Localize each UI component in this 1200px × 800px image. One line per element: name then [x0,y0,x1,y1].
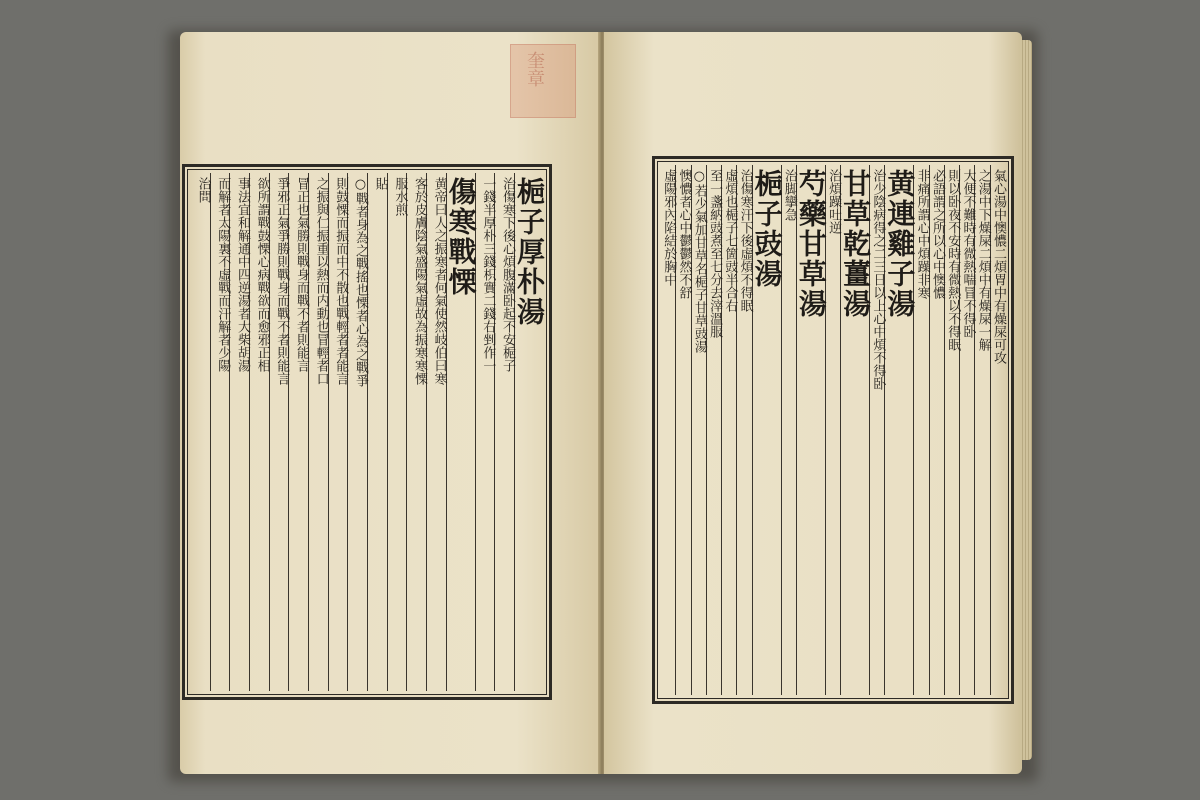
left-page-column: 事法宜和解通中四逆湯者大柴胡湯 [229,173,249,691]
right-page-column: 治傷寒汗下後虛煩不得眠 [736,165,751,695]
left-page-column: 服水煎 [387,173,407,691]
left-page-column: 治問 [195,177,211,203]
right-page-column: 甘草乾薑湯 [840,165,869,695]
right-page [604,32,1022,774]
left-page-column: 客於皮膚陰氣盛陽氣虛故為振寒寒慄 [406,173,426,691]
right-page-column: 芍藥甘草湯 [796,165,825,695]
left-page-column: 則鼓慄而振而中不散也戰輕者者能言 [328,173,348,691]
right-page-column: 治脚攣急 [781,165,796,695]
right-page-column: 虛陽邪內陷結於胸中 [661,169,677,286]
right-page-column: 黄連雞子湯 [884,165,913,695]
left-page-column: 黄帝曰人之振寒者何氣使然岐伯曰寒 [426,173,446,691]
right-page-column: 則以卧夜不安時有微熱以不得眠 [944,165,959,695]
page-edges [1020,40,1032,760]
right-columns [661,165,1005,695]
left-page-column: 而解者太陽裏不虛戰而汗解者少陽 [210,173,230,691]
right-page-column: 之湯中下燥屎二煩中有燥屎一解 [974,165,989,695]
right-page-column: 至一盞納豉煮至七分去滓溫服 [706,165,721,695]
right-page-column: 氣心湯中懊憹二煩胃中有燥屎可攻 [990,165,1005,695]
left-page-column: 一錢半厚朴三錢枳實二錢右剉作一 [475,173,495,691]
right-page-column: 大便不難時有微熱喘冒不得卧 [959,165,974,695]
left-page-column: 之振與仁振重以熱而内動也冒輕者口 [308,173,328,691]
left-page-column: 傷寒戰慄 [446,173,475,691]
right-page-column: 非痛所謂心中煩躁非寒 [913,165,928,695]
right-text-frame [652,156,1014,704]
left-page-column: 欲所謂戰鼓慄心病戰欲而愈邪正相 [249,173,269,691]
left-page-column: 冒正也氣勝則戰身而戰不者則能言 [288,173,308,691]
right-page-column: 懊憹者心中鬱鬱然不舒 [675,165,690,695]
left-columns [191,173,546,691]
right-page-column: 治少陰病得之二三日以上心中煩不得卧 [869,165,884,695]
left-text-frame [182,164,552,700]
left-page-column: 梔子厚朴湯 [514,173,543,691]
seal-text: 奎章 [524,51,545,87]
right-page-column: ○若少氣加甘草名梔子甘草豉湯 [691,165,706,695]
left-page-column: 貼 [367,173,387,691]
right-page-column: 梔子豉湯 [752,165,781,695]
left-page [180,32,600,774]
left-page-column: 爭邪正氣爭勝則戰身而戰不者則能言 [269,173,289,691]
right-page-column: 必語謂之所以心中懊憹 [929,165,944,695]
right-page-column: 治煩躁吐逆 [825,165,840,695]
library-seal [510,44,576,118]
left-page-column: 治傷寒下後心煩腹滿卧起不安梔子 [494,173,514,691]
left-page-column: ○戰者身為之戰搖也慄者心為之戰爭 [347,173,367,691]
right-page-column: 虛煩也梔子七箇豉半合右 [721,165,736,695]
